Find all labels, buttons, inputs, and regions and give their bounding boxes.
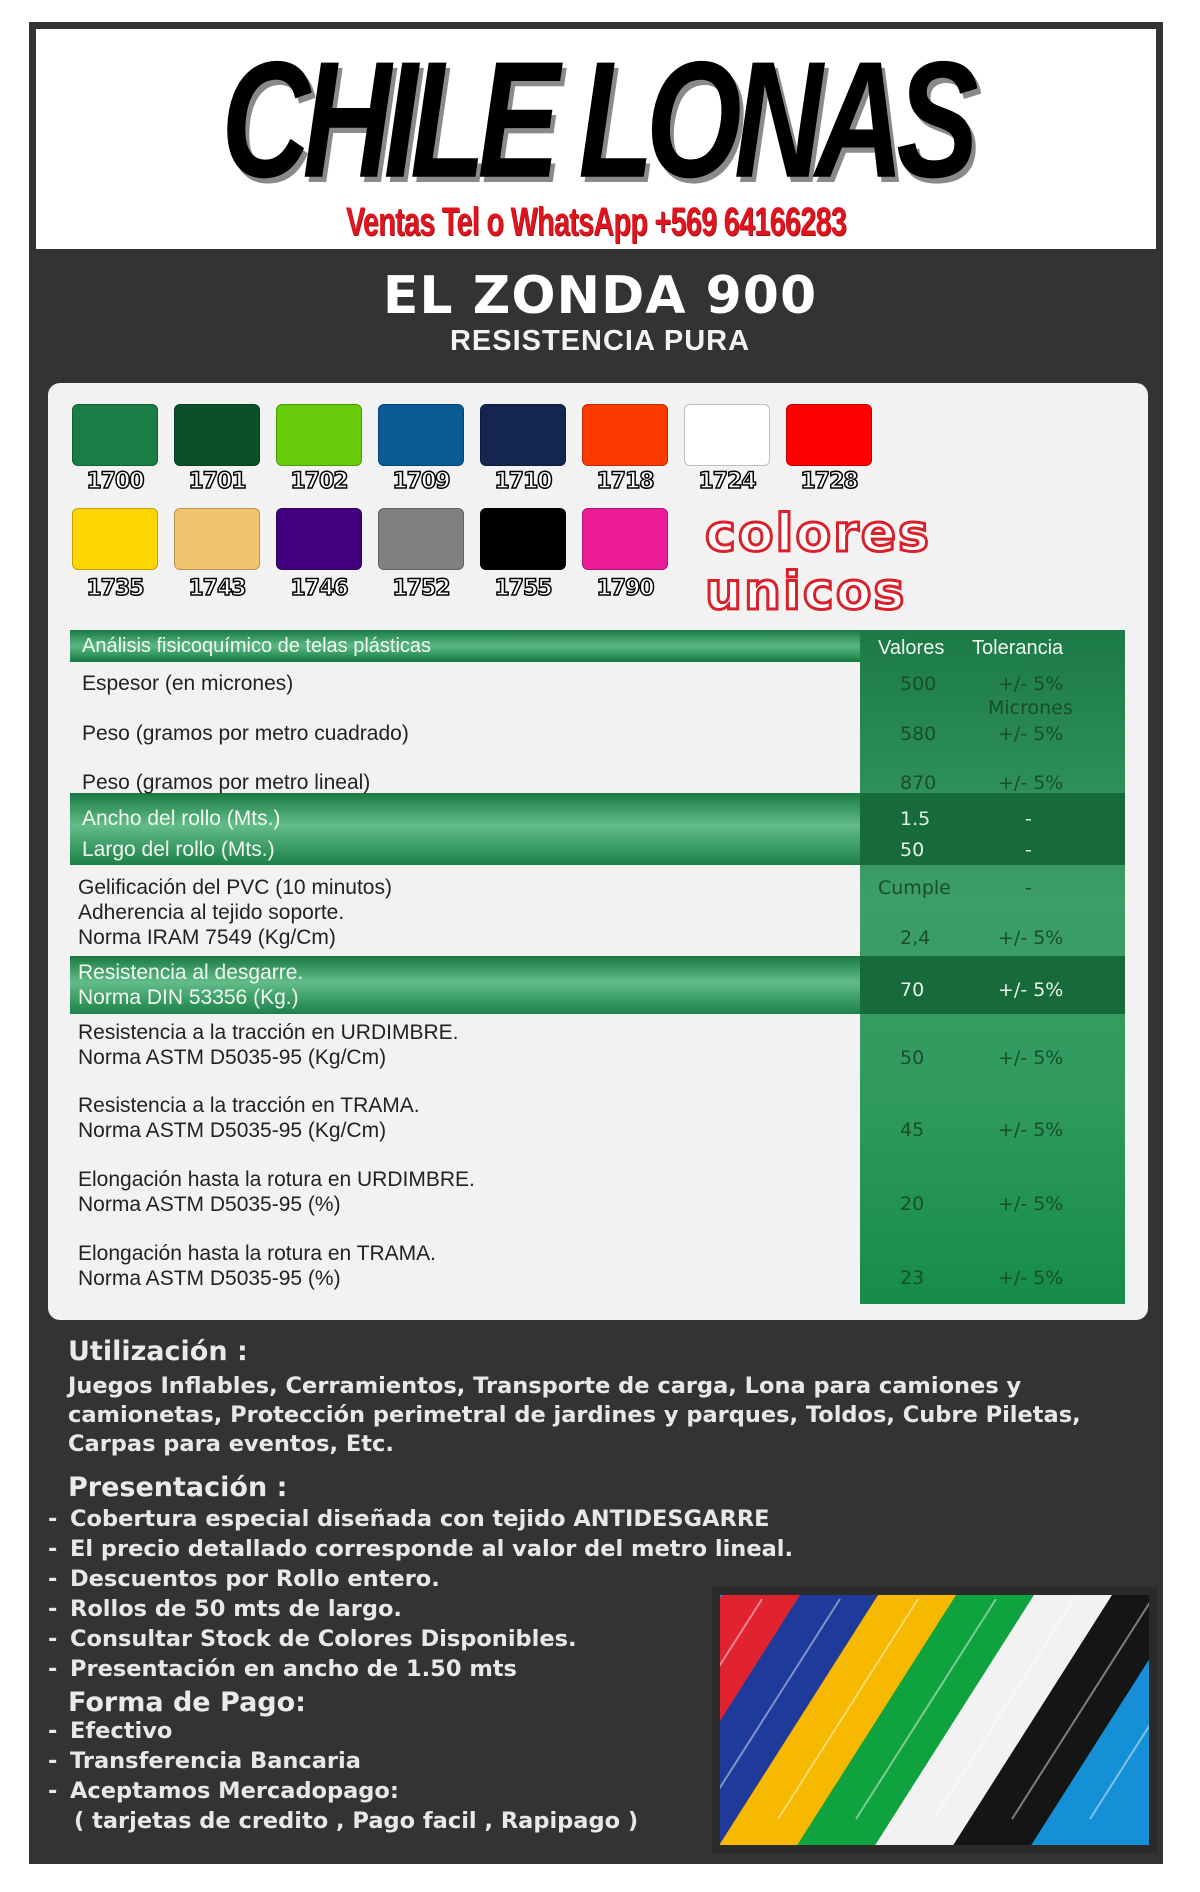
color-swatch-1701[interactable] [174, 404, 260, 466]
spec-label: Ancho del rollo (Mts.) [82, 807, 281, 830]
contact-phone[interactable]: Ventas Tel o WhatsApp +569 64166283 [345, 200, 847, 244]
spec-label: Resistencia al desgarre. [78, 961, 304, 984]
presentation-title: Presentación : [68, 1472, 288, 1503]
color-swatch-1755[interactable] [480, 508, 566, 570]
color-code-label: 1718 [596, 469, 654, 494]
list-item [48, 1746, 361, 1776]
list-item [48, 1504, 770, 1534]
spec-label: Norma ASTM D5035-95 (%) [78, 1193, 341, 1216]
payment-title: Forma de Pago: [68, 1687, 306, 1718]
spec-tolerance-note: Micrones [988, 697, 1073, 719]
spec-tolerance: +/- 5% [998, 723, 1064, 745]
spec-value: Cumple [878, 877, 951, 899]
bullet-dash: - [48, 1718, 58, 1744]
spec-value: 20 [900, 1193, 925, 1215]
color-swatch-1718[interactable] [582, 404, 668, 466]
spec-value: 870 [900, 772, 937, 794]
list-item [48, 1564, 440, 1594]
spec-label: Elongación hasta la rotura en TRAMA. [78, 1242, 436, 1265]
spec-label: Norma DIN 53356 (Kg.) [78, 986, 299, 1009]
list-item-text: Aceptamos Mercadopago: [70, 1778, 399, 1804]
product-title: EL ZONDA 900 [382, 266, 818, 326]
color-code-label: 1702 [290, 469, 348, 494]
bullet-dash: - [48, 1656, 58, 1682]
spec-label: Espesor (en micrones) [82, 672, 294, 695]
spec-tolerance: - [1025, 839, 1032, 861]
table-header-values: Valores [878, 637, 945, 659]
spec-label: Resistencia a la tracción en TRAMA. [78, 1094, 420, 1117]
spec-label: Largo del rollo (Mts.) [82, 838, 275, 861]
list-item-text: Rollos de 50 mts de largo. [70, 1596, 402, 1622]
list-item-text: Descuentos por Rollo entero. [70, 1566, 440, 1592]
spec-tolerance: - [1025, 877, 1032, 899]
payment-note: ( tarjetas de credito , Pago facil , Rapipago ) [74, 1808, 639, 1834]
spec-label: Peso (gramos por metro lineal) [82, 771, 371, 794]
spec-tolerance: +/- 5% [998, 1119, 1064, 1141]
color-swatch-1709[interactable] [378, 404, 464, 466]
list-item [48, 1776, 399, 1806]
spec-tolerance: +/- 5% [998, 673, 1064, 695]
color-swatch-1728[interactable] [786, 404, 872, 466]
color-code-label: 1701 [188, 469, 246, 494]
spec-label: Norma ASTM D5035-95 (%) [78, 1267, 341, 1290]
header-banner [36, 29, 1156, 249]
list-item [48, 1534, 793, 1564]
list-item-text: Transferencia Bancaria [70, 1748, 361, 1774]
table-header-label: Análisis fisicoquímico de telas plásticas [82, 635, 432, 657]
usage-title: Utilización : [68, 1336, 248, 1367]
brand-logo: CHILE LONAS [221, 27, 971, 213]
spec-value: 580 [900, 723, 937, 745]
spec-value: 23 [900, 1267, 925, 1289]
spec-tolerance: - [1025, 808, 1032, 830]
spec-value: 500 [900, 673, 937, 695]
spec-label: Norma IRAM 7549 (Kg/Cm) [78, 926, 336, 949]
spec-tolerance: +/- 5% [998, 1193, 1064, 1215]
spec-tolerance: +/- 5% [998, 1267, 1064, 1289]
color-code-label: 1746 [290, 576, 348, 601]
bullet-dash: - [48, 1778, 58, 1804]
spec-value: 1.5 [900, 808, 931, 830]
color-swatch-1702[interactable] [276, 404, 362, 466]
color-code-label: 1700 [86, 469, 144, 494]
spec-value: 2,4 [900, 927, 931, 949]
list-item [48, 1716, 172, 1746]
vinyl-rolls-photo [712, 1587, 1157, 1853]
spec-tolerance: +/- 5% [998, 772, 1064, 794]
color-swatch-1735[interactable] [72, 508, 158, 570]
color-swatch-1746[interactable] [276, 508, 362, 570]
bullet-dash: - [48, 1566, 58, 1592]
spec-label: Elongación hasta la rotura en URDIMBRE. [78, 1168, 475, 1191]
list-item-text: El precio detallado corresponde al valor del metro lineal. [70, 1536, 794, 1562]
bullet-dash: - [48, 1536, 58, 1562]
color-swatch-1710[interactable] [480, 404, 566, 466]
vinyl-rolls-illustration [712, 1587, 1157, 1853]
color-code-label: 1743 [188, 576, 246, 601]
bullet-dash: - [48, 1506, 58, 1532]
color-code-label: 1710 [494, 469, 552, 494]
table-header-tolerance: Tolerancia [972, 637, 1064, 659]
color-code-label: 1755 [494, 576, 552, 601]
spec-label: Resistencia a la tracción en URDIMBRE. [78, 1021, 459, 1044]
spec-value: 45 [900, 1119, 925, 1141]
list-item [48, 1594, 402, 1624]
color-code-label: 1790 [596, 576, 654, 601]
color-code-label: 1735 [86, 576, 144, 601]
spec-value: 70 [900, 979, 925, 1001]
list-item-text: Presentación en ancho de 1.50 mts [70, 1656, 517, 1682]
usage-text: Juegos Inflables, Cerramientos, Transporte de carga, Lona para camiones y camionetas, Protección perimetral de jardines y parques, Toldos, Cubre Piletas, Carpas para eventos, Etc. [68, 1373, 1081, 1457]
spec-label: Peso (gramos por metro cuadrado) [82, 722, 409, 745]
list-item-text: Efectivo [70, 1718, 173, 1744]
color-swatch-1700[interactable] [72, 404, 158, 466]
list-item [48, 1624, 577, 1654]
color-code-label: 1728 [800, 469, 858, 494]
bullet-dash: - [48, 1748, 58, 1774]
color-swatch-1724[interactable] [684, 404, 770, 466]
list-item-text: Consultar Stock de Colores Disponibles. [70, 1626, 577, 1652]
spec-tolerance: +/- 5% [998, 927, 1064, 949]
color-swatch-1790[interactable] [582, 508, 668, 570]
color-swatch-1752[interactable] [378, 508, 464, 570]
spec-value: 50 [900, 839, 925, 861]
spec-label: Adherencia al tejido soporte. [78, 901, 345, 924]
color-code-label: 1752 [392, 576, 450, 601]
colores-unicos-badge [705, 505, 931, 621]
list-item-text: Cobertura especial diseñada con tejido ANTIDESGARRE [70, 1506, 770, 1532]
spec-tolerance: +/- 5% [998, 979, 1064, 1001]
bullet-dash: - [48, 1596, 58, 1622]
badge-line-1: colores [705, 504, 931, 564]
bullet-dash: - [48, 1626, 58, 1652]
spec-label: Norma ASTM D5035-95 (Kg/Cm) [78, 1119, 387, 1142]
color-swatch-1743[interactable] [174, 508, 260, 570]
color-code-label: 1724 [698, 469, 756, 494]
product-subtitle: RESISTENCIA PURA [449, 325, 751, 357]
spec-value: 50 [900, 1047, 925, 1069]
list-item [48, 1654, 517, 1684]
badge-line-2: unicos [705, 562, 907, 622]
color-code-label: 1709 [392, 469, 450, 494]
spec-tolerance: +/- 5% [998, 1047, 1064, 1069]
spec-label: Gelificación del PVC (10 minutos) [78, 876, 392, 899]
spec-label: Norma ASTM D5035-95 (Kg/Cm) [78, 1046, 387, 1069]
